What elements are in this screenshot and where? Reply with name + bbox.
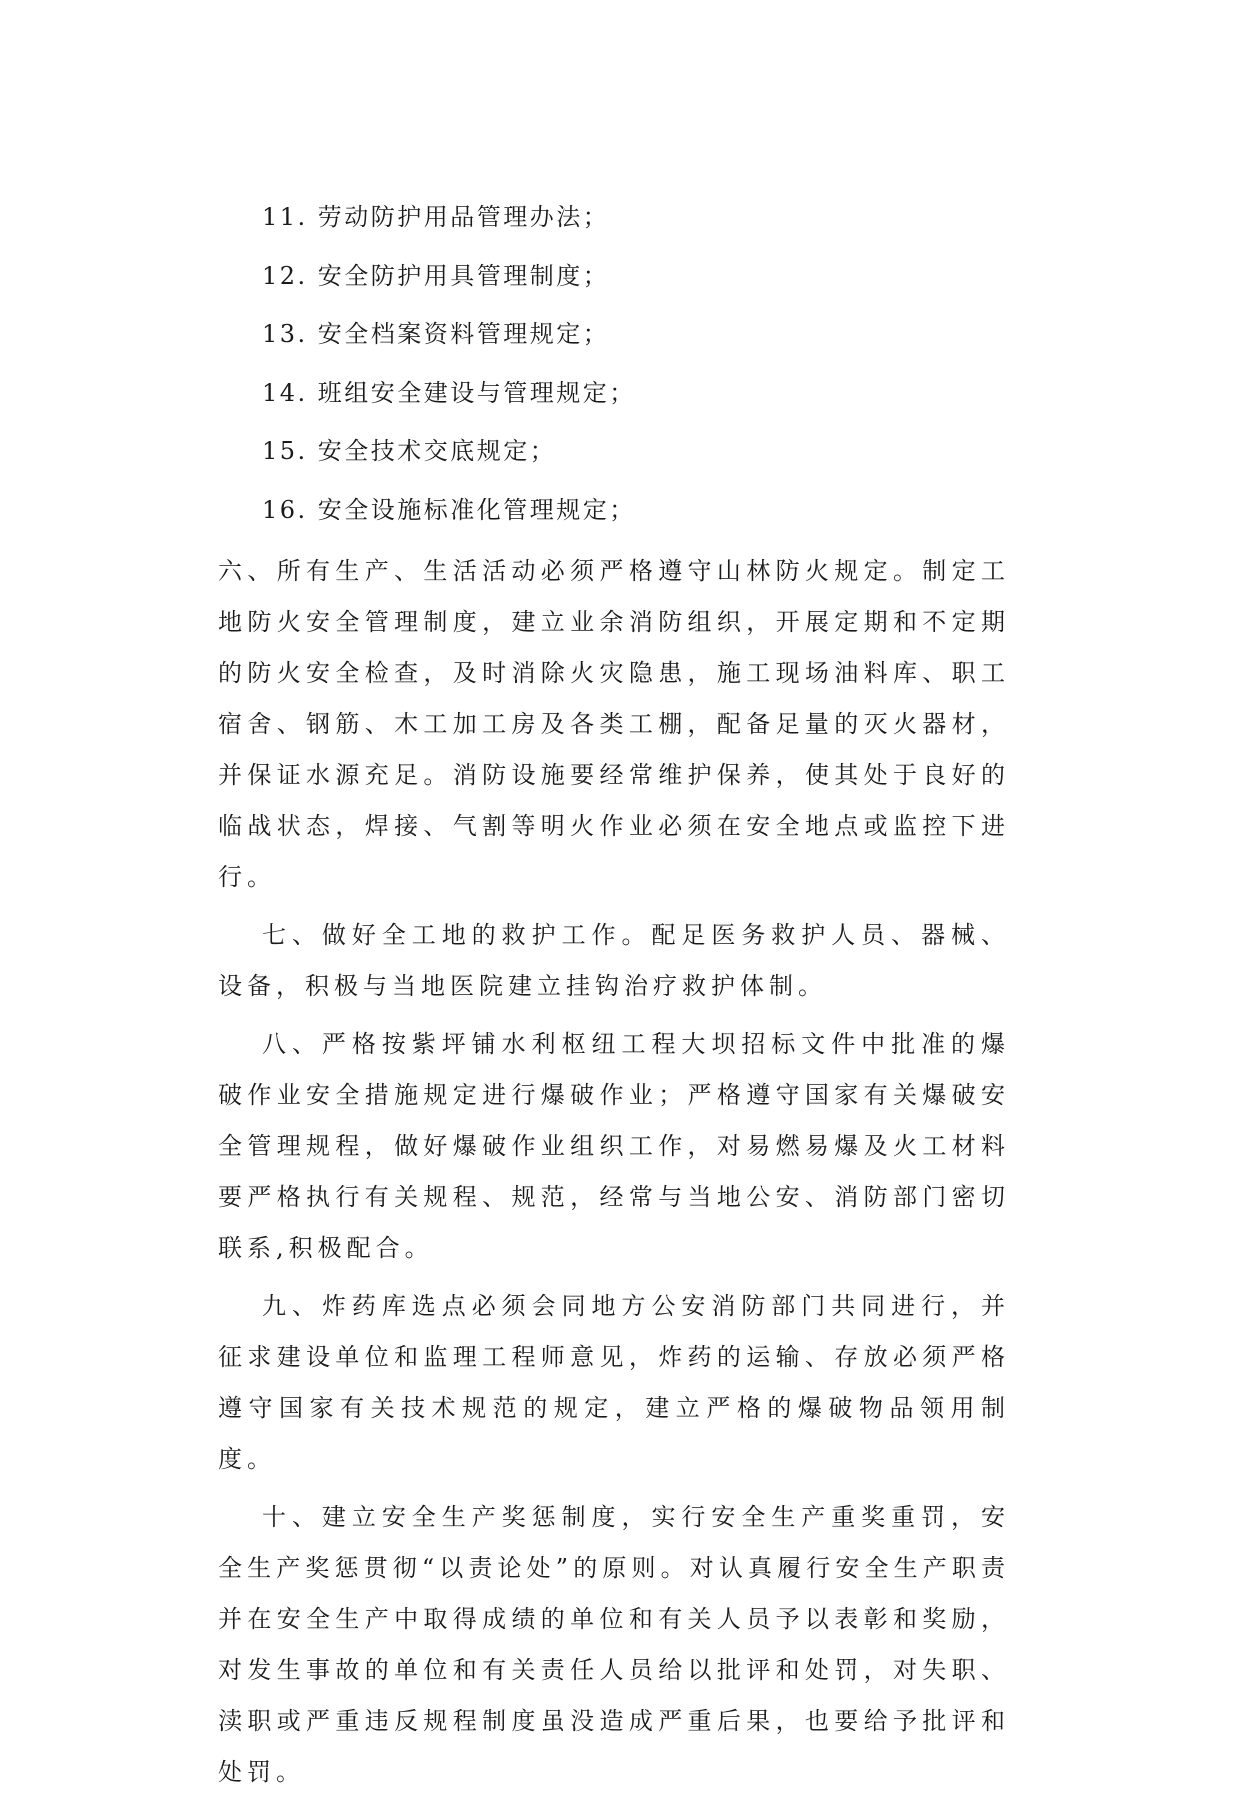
spacer bbox=[218, 1274, 1010, 1281]
spacer bbox=[218, 1012, 1010, 1019]
paragraph-7-text: 七、做好全工地的救护工作。配足医务救护人员、器械、设备，积极与当地医院建立挂钩治疗救护体制。 bbox=[218, 921, 1010, 1000]
spacer bbox=[218, 539, 1010, 546]
paragraph-10-text: 十、建立安全生产奖惩制度，实行安全生产重奖重罚，安全生产奖惩贯彻“以责论处”的原则。对认真履行安全生产职责并在安全生产中取得成绩的单位和有关人员予以表彰和奖励，对发生事故的单位和有关责任人员给以批评和处罚，对失职、渎职或严重违反规程制度虽没造成严重后果，也要给予批评和处罚。 bbox=[218, 1503, 1010, 1786]
list-item-14: 14. 班组安全建设与管理规定； bbox=[262, 378, 636, 407]
list-item-15: 15. 安全技术交底规定； bbox=[262, 437, 557, 465]
list-item-16: 16. 安全设施标准化管理规定； bbox=[262, 495, 636, 524]
spacer bbox=[218, 903, 1010, 910]
paragraph-8 bbox=[218, 1019, 1010, 1274]
paragraph-6 bbox=[218, 546, 1010, 903]
paragraph-9-text: 九、炸药库选点必须会同地方公安消防部门共同进行，并征求建设单位和监理工程师意见，炸药的运输、存放必须严格遵守国家有关技术规范的规定，建立严格的爆破物品领用制度。 bbox=[218, 1292, 1010, 1473]
document-body bbox=[218, 188, 1010, 1798]
paragraph-9 bbox=[218, 1281, 1010, 1485]
list-item-13: 13. 安全档案资料管理规定； bbox=[262, 320, 610, 348]
paragraph-10 bbox=[218, 1492, 1010, 1798]
paragraph-7 bbox=[218, 910, 1010, 1012]
paragraph-6-text: 六、所有生产、生活活动必须严格遵守山林防火规定。制定工地防火安全管理制度，建立业余消防组织，开展定期和不定期的防火安全检查，及时消除火灾隐患，施工现场油料库、职工宿舍、钢筋、木工加工房及各类工棚，配备足量的灭火器材，并保证水源充足。消防设施要经常维护保养，使其处于良好的临战状态，焊接、气割等明火作业必须在安全地点或监控下进行。 bbox=[218, 557, 1010, 891]
spacer bbox=[218, 1485, 1010, 1492]
paragraph-8-text: 八、严格按紫坪铺水利枢纽工程大坝招标文件中批准的爆破作业安全措施规定进行爆破作业；严格遵守国家有关爆破安全管理规程，做好爆破作业组织工作，对易燃易爆及火工材料要严格执行有关规程、规范，经常与当地公安、消防部门密切联系,积极配合。 bbox=[218, 1030, 1010, 1262]
list-item-12: 12. 安全防护用具管理制度； bbox=[262, 261, 610, 290]
list-item-11: 11. 劳动防护用品管理办法； bbox=[262, 203, 610, 231]
